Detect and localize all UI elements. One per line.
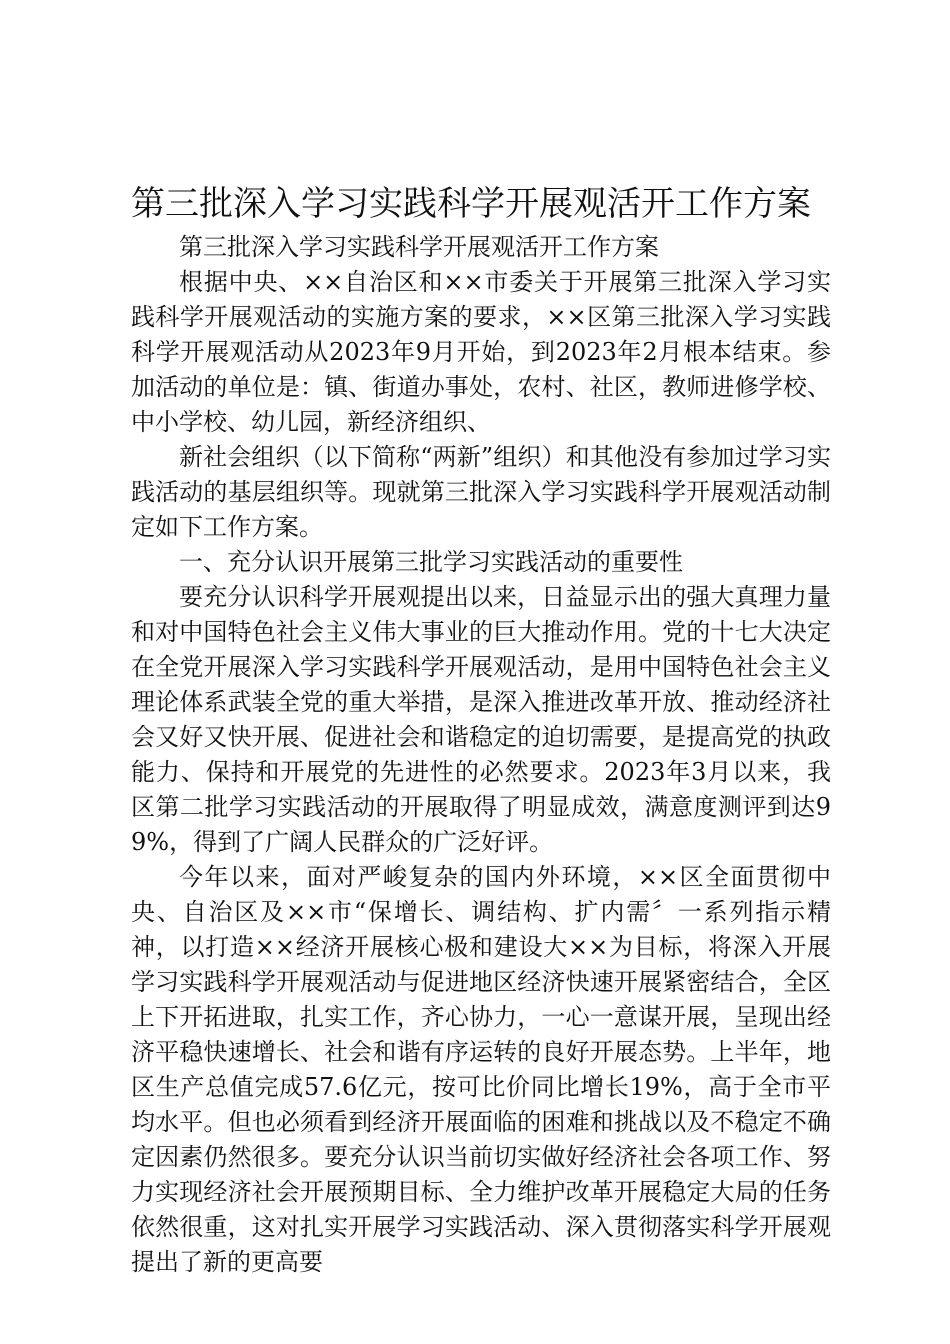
paragraph-current-situation: 今年以来，面对严峻复杂的国内外环境，××区全面贯彻中央、自治区及××市“保增长、调结构、扩内需〞一系列指示精神，以打造××经济开展核心极和建设大××为目标，将深入开展学习实践科学开展观活动与促进地区经济快速开展紧密结合，全区上下开拓进取，扎实工作，齐心协力，一心一意谋开展，呈现出经济平稳快速增长、社会和谐有序运转的良好开展态势。上半年，地区生产总值完成57.6亿元，按可比价同比增长19%，高于全市平均水平。但也必须看到经济开展面临的困难和挑战以及不稳定不确定因素仍然很多。要充分认识当前切实做好经济社会各项工作、努力实现经济社会开展预期目标、全力维护改革开展稳定大局的任务依然很重，这对扎实开展学习实践活动、深入贯彻落实科学开展观提出了新的更高要: [131, 863, 831, 1276]
document-title: 第三批深入学习实践科学开展观活开工作方案: [131, 184, 811, 224]
paragraph-intro: 根据中央、××自治区和××市委关于开展第三批深入学习实践科学开展观活动的实施方案的要求，××区第三批深入学习实践科学开展观活动从2023年9月开始，到2023年2月根本结束。参加活动的单位是：镇、街道办事处，农村、社区，教师进修学校、中小学校、幼儿园，新经济组织、: [131, 268, 831, 436]
paragraph-participants: 新社会组织（以下简称“两新”组织）和其他没有参加过学习实践活动的基层组织等。现就第三批深入学习实践科学开展观活动制定如下工作方案。: [131, 443, 831, 541]
section-heading-1: 一、充分认识开展第三批学习实践活动的重要性: [179, 548, 683, 576]
paragraph-importance: 要充分认识科学开展观提出以来，日益显示出的强大真理力量和对中国特色社会主义伟大事业的巨大推动作用。党的十七大决定在全党开展深入学习实践科学开展观活动，是用中国特色社会主义理论体系武装全党的重大举措，是深入推进改革开放、推动经济社会又好又快开展、促进社会和谐稳定的迫切需要，是提高党的执政能力、保持和开展党的先进性的必然要求。2023年3月以来，我区第二批学习实践活动的开展取得了明显成效，满意度测评到达99%，得到了广阔人民群众的广泛好评。: [131, 583, 831, 856]
document-body: [131, 230, 831, 1280]
document-page: [131, 180, 831, 1280]
paragraph-subtitle: 第三批深入学习实践科学开展观活开工作方案: [179, 233, 659, 261]
